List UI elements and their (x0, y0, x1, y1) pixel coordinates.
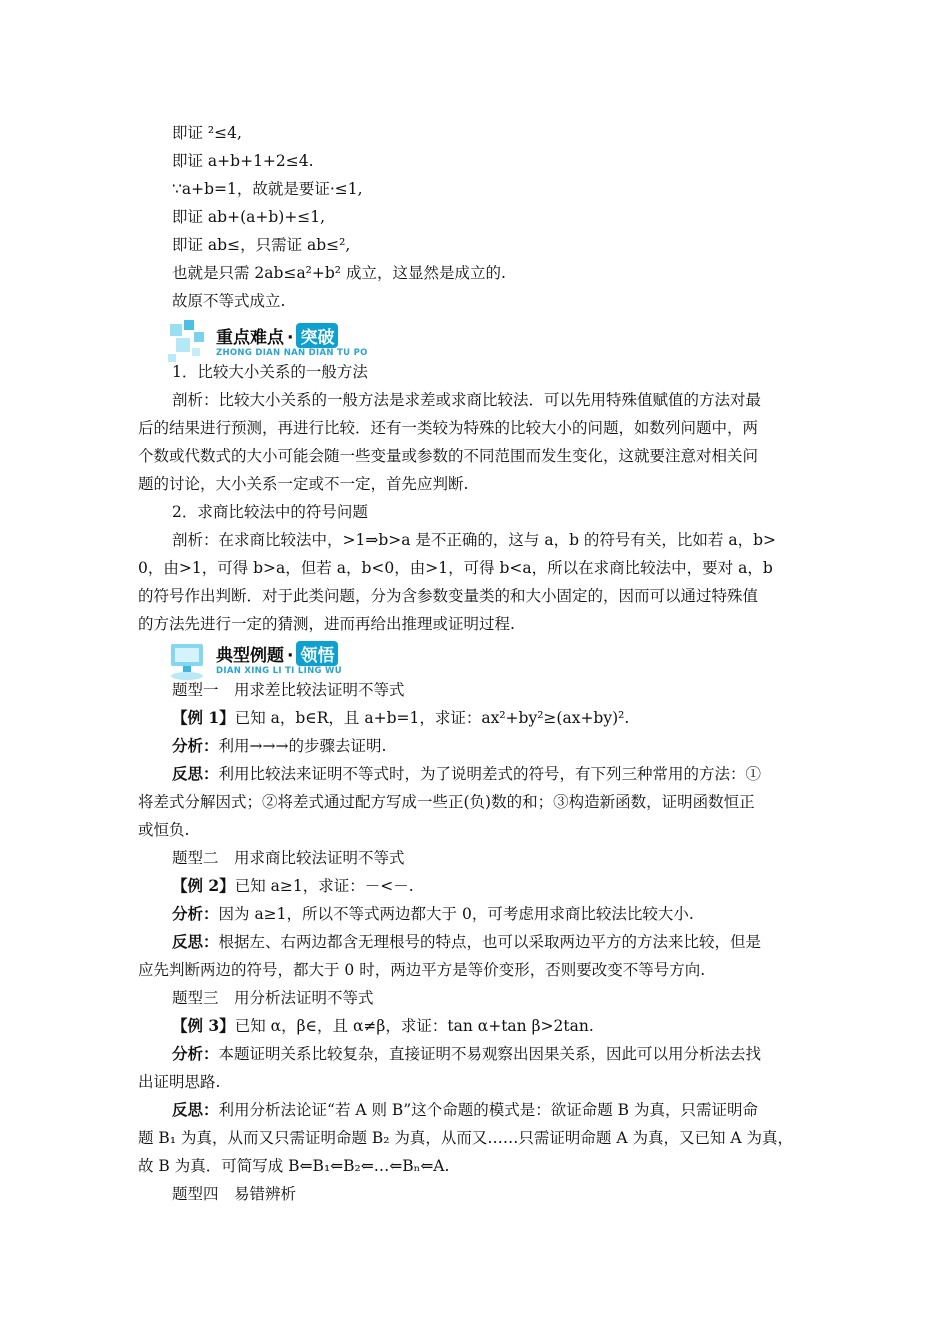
banner-pinyin: ZHONG DIAN NAN DIAN TU PO (216, 348, 368, 358)
section-heading: 2．求商比较法中的符号问题 (172, 503, 368, 521)
paragraph-line: 的符号作出判断．对于此类问题，分为含参数变量类的和大小固定的，因而可以通过特殊值 (138, 587, 759, 605)
analysis-line (172, 1040, 828, 1068)
banner-pinyin: DIAN XING LI TI LING WU (216, 666, 342, 676)
analysis-label: 分析： (172, 1044, 219, 1063)
analysis-label: 分析： (172, 904, 219, 923)
proof-line: 也就是只需 2ab≤a²+b² 成立，这显然是成立的. (172, 264, 506, 282)
banner-title: 重点难点 (216, 328, 284, 348)
example-line (172, 872, 828, 900)
banner-title: 典型例题 (216, 646, 284, 666)
example-label: 【例 3】 (172, 1016, 235, 1035)
proof-line: 即证 a+b+1+2≤4. (172, 152, 314, 170)
reflection-line: 将差式分解因式；②将差式通过配方写成一些正(负)数的和；③构造新函数，证明函数恒正 (138, 793, 755, 811)
example-line (172, 1012, 828, 1040)
reflection-label: 反思： (172, 932, 219, 951)
proof-line: ∵a+b=1，故就是要证·≤1, (172, 180, 363, 198)
banner-tag: 突破 (296, 323, 338, 348)
proof-line: 即证 ab≤，只需证 ab≤², (172, 236, 351, 254)
reflection-label: 反思： (172, 1100, 219, 1119)
reflection-label: 反思： (172, 764, 219, 783)
reflection-line: 应先判断两边的符号，都大于 0 时，两边平方是等价变形，否则要改变不等号方向. (138, 961, 706, 979)
reflection-line: 题 B₁ 为真，从而又只需证明命题 B₂ 为真，从而又……只需证明命题 A 为真，又已知 A 为真， (138, 1129, 794, 1147)
example-text: 已知 a，b∈R，且 a+b=1，求证：ax²+by²≥(ax+by)². (234, 709, 630, 727)
reflection-text: 利用分析法论证“若 A 则 B”这个命题的模式是：欲证命题 B 为真，只需证明命 (218, 1101, 758, 1119)
paragraph-line: 剖析：比较大小关系的一般方法是求差或求商比较法．可以先用特殊值赋值的方法对最 (172, 391, 762, 409)
reflection-text: 根据左、右两边都含无理根号的特点，也可以采取两边平方的方法来比较，但是 (218, 933, 762, 951)
question-type-title: 题型三 用分析法证明不等式 (172, 989, 374, 1007)
analysis-line (172, 732, 828, 760)
banner-tag: 领悟 (296, 641, 338, 666)
paragraph-line: 的方法先进行一定的猜测，进而再给出推理或证明过程. (138, 615, 515, 633)
analysis-line (172, 900, 828, 928)
paragraph-line: 个数或代数式的大小可能会随一些变量或参数的不同范围而发生变化，这就要注意对相关问 (138, 447, 759, 465)
reflection-line (172, 760, 828, 788)
section-banner-examples: 典型例题 · 领悟 DIAN XING LI TI LING WU (168, 636, 398, 682)
paragraph-line: 后的结果进行预测，再进行比较．还有一类较为特殊的比较大小的问题，如数列问题中，两 (138, 419, 759, 437)
reflection-text: 利用比较法来证明不等式时，为了说明差式的符号，有下列三种常用的方法：① (218, 765, 762, 783)
example-text: 已知 α，β∈，且 α≠β，求证：tan α+tan β>2tan. (234, 1017, 594, 1035)
example-text: 已知 a≥1，求证：－<－. (234, 877, 414, 895)
paragraph-line: 题的讨论，大小关系一定或不一定，首先应判断. (138, 475, 469, 493)
paragraph-line: 剖析：在求商比较法中，>1⇒b>a 是不正确的，这与 a，b 的符号有关，比如若 a，b> (172, 531, 777, 549)
question-type-title: 题型四 易错辨析 (172, 1185, 297, 1203)
proof-line: 即证 ²≤4, (172, 124, 242, 142)
reflection-line: 故 B 为真．可简写成 B⇐B₁⇐B₂⇐…⇐Bₙ⇐A. (138, 1157, 450, 1175)
reflection-line (172, 928, 828, 956)
example-label: 【例 1】 (172, 708, 235, 727)
question-type-title: 题型二 用求商比较法证明不等式 (172, 849, 405, 867)
proof-line: 故原不等式成立. (172, 292, 286, 310)
reflection-line (172, 1096, 828, 1124)
section-heading: 1．比较大小关系的一般方法 (172, 363, 368, 381)
paragraph-line: 0，由>1，可得 b>a，但若 a，b<0，由>1，可得 b<a，所以在求商比较法中，要对 a，b (138, 559, 773, 577)
reflection-line: 或恒负. (138, 821, 190, 839)
question-type-title: 题型一 用求差比较法证明不等式 (172, 681, 405, 699)
analysis-text: 本题证明关系比较复杂，直接证明不易观察出因果关系，因此可以用分析法去找 (218, 1045, 762, 1063)
section-banner-key-points: 重点难点 · 突破 ZHONG DIAN NAN DIAN TU PO (168, 318, 398, 364)
example-label: 【例 2】 (172, 876, 235, 895)
proof-line: 即证 ab+(a+b)+≤1, (172, 208, 326, 226)
analysis-text: 因为 a≥1，所以不等式两边都大于 0，可考虑用求商比较法比较大小. (218, 905, 694, 923)
analysis-line: 出证明思路. (138, 1073, 221, 1091)
analysis-label: 分析： (172, 736, 219, 755)
example-line (172, 704, 828, 732)
analysis-text: 利用→→→的步骤去证明. (218, 737, 387, 755)
